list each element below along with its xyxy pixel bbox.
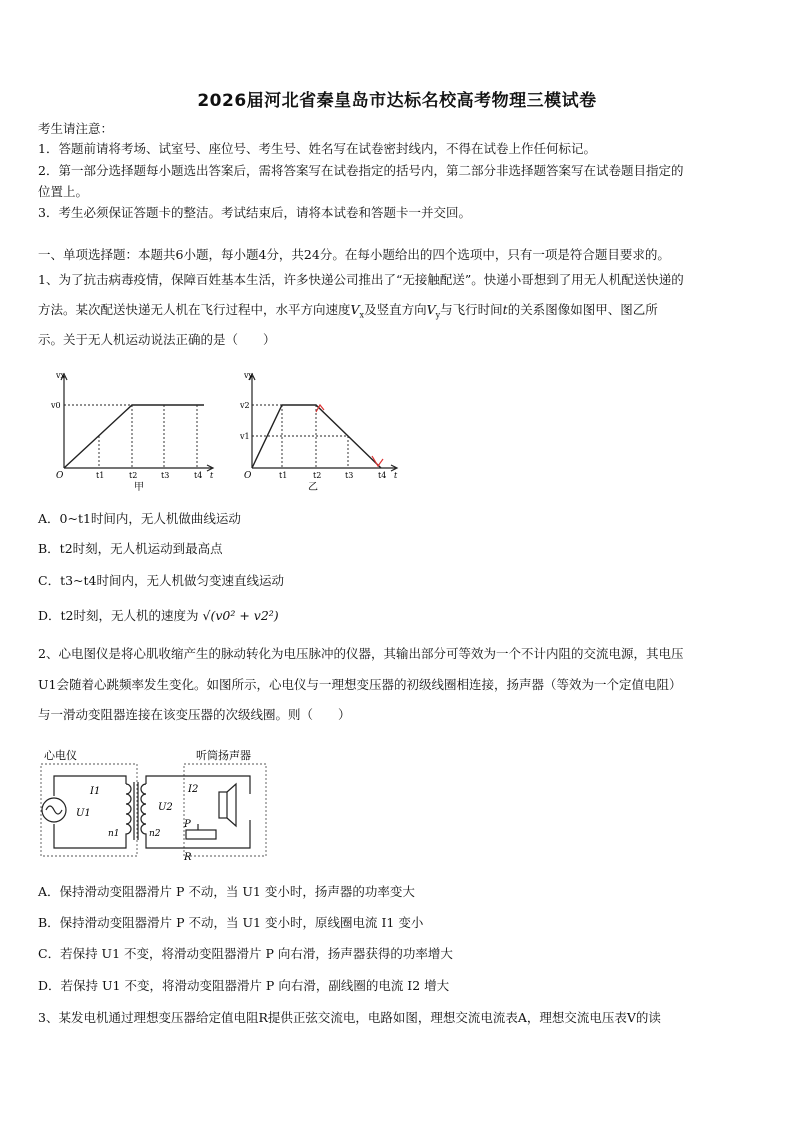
label-r: R (184, 852, 192, 863)
q1-option-d[interactable] (38, 607, 279, 625)
notice-heading: 考生请注意： (38, 121, 114, 136)
label-v1: v1 (240, 432, 250, 441)
axis-t: t (210, 471, 214, 480)
vx-sub: x (359, 310, 365, 320)
label-i2: I2 (188, 784, 199, 795)
q1-text-b: 及竖直方向 (364, 302, 427, 317)
notice-item-2: 2．第一部分选择题每小题选出答案后，需将答案写在试卷指定的括号内，第二部分非选择题答案写在试卷题目指定的 (38, 163, 684, 178)
q1-text-c: 与飞行时间 (440, 302, 503, 317)
q1-text-d: 的关系图像如图甲、图乙所 (507, 302, 658, 317)
q2-line-3: 与一滑动变阻器连接在该变压器的次级线圈。则（ ） (38, 707, 351, 722)
vy-sub: y (435, 310, 441, 320)
q2-option-d[interactable]: D．若保持 U1 不变，将滑动变阻器滑片 P 向右滑，副线圈的电流 I2 增大 (38, 978, 450, 993)
q2-option-c[interactable]: C．若保持 U1 不变，将滑动变阻器滑片 P 向右滑，扬声器获得的功率增大 (38, 946, 453, 961)
q1-line-3: 示。关于无人机运动说法正确的是（ ） (38, 332, 276, 347)
tick-t1: t1 (279, 471, 288, 480)
vx-line (64, 405, 204, 468)
label-i1: I1 (90, 786, 101, 797)
ylabel-vx: vx (56, 371, 66, 380)
vy-symbol: V (426, 302, 436, 317)
axis-t: t (394, 471, 398, 480)
label-speaker: 听筒扬声器 (196, 749, 251, 762)
q1-option-b[interactable]: B．t2时刻，无人机运动到最高点 (38, 541, 223, 556)
secondary-coil (141, 784, 146, 836)
speed-formula: √(v0² + v2²) (202, 608, 279, 623)
q2-line-1: 2、心电图仪是将心肌收缩产生的脉动转化为电压脉冲的仪器，其输出部分可等效为一个不计内阻的交流电源，其电压 (38, 646, 684, 661)
notice-item-2-cont: 位置上。 (38, 184, 89, 199)
graph-vx-t (52, 368, 222, 493)
tick-t2: t2 (313, 471, 322, 480)
vx-symbol: V (350, 302, 360, 317)
tick-t3: t3 (345, 471, 354, 480)
notice-item-3: 3．考生必须保证答题卡的整洁。考试结束后，请将本试卷和答题卡一并交回。 (38, 205, 471, 220)
speaker-box (184, 764, 266, 856)
q2-line-2: U1会随着心跳频率发生变化。如图所示，心电仪与一理想变压器的初级线圈相连接，扬声器（等效为一个定值电阻） (38, 677, 682, 692)
ecg-transformer-circuit (38, 744, 270, 866)
origin-o: O (56, 471, 64, 481)
t-symbol: t (502, 302, 508, 317)
page-title: 2026届河北省秦皇岛市达标名校高考物理三模试卷 (197, 91, 597, 111)
origin-o: O (244, 471, 252, 481)
tick-t4: t4 (194, 471, 203, 480)
q1-text-a: 方法。某次配送快递无人机在飞行过程中，水平方向速度 (38, 302, 351, 317)
caption-jia: 甲 (134, 482, 144, 493)
graph-vy-t (236, 368, 406, 493)
q1-option-a[interactable]: A．0~t1时间内，无人机做曲线运动 (38, 511, 241, 526)
label-u2: U2 (158, 802, 173, 813)
speaker-cone (227, 784, 236, 826)
q1-line-2 (38, 301, 658, 325)
q3-line-1: 3、某发电机通过理想变压器给定值电阻R提供正弦交流电，电路如图，理想交流电流表A，理想交流电压表V的读 (38, 1010, 661, 1025)
caption-yi: 乙 (308, 482, 318, 493)
rheostat-r (186, 830, 216, 839)
q2-option-b[interactable]: B．保持滑动变阻器滑片 P 不动，当 U1 变小时，原线圈电流 I1 变小 (38, 915, 424, 930)
q2-option-a[interactable]: A．保持滑动变阻器滑片 P 不动，当 U1 变小时，扬声器的功率变大 (38, 884, 415, 899)
tick-t4: t4 (378, 471, 387, 480)
section-heading: 一、单项选择题：本题共6小题，每小题4分，共24分。在每小题给出的四个选项中，只有一项是符合题目要求的。 (38, 247, 670, 262)
q1-option-c[interactable]: C．t3~t4时间内，无人机做匀变速直线运动 (38, 573, 284, 588)
q1-line-1: 1、为了抗击病毒疫情，保障百姓基本生活，许多快递公司推出了“无接触配送”。快递小哥想到了用无人机配送快递的 (38, 272, 684, 287)
label-v0: v0 (51, 401, 61, 410)
label-n2: n2 (149, 829, 161, 839)
tick-t3: t3 (161, 471, 170, 480)
q1-option-d-text: D．t2时刻，无人机的速度为 (38, 608, 199, 623)
label-n1: n1 (108, 829, 120, 839)
label-ecg: 心电仪 (44, 749, 77, 762)
notice-item-1: 1．答题前请将考场、试室号、座位号、考生号、姓名写在试卷密封线内，不得在试卷上作任何标记。 (38, 141, 596, 156)
speaker-icon (219, 792, 227, 818)
ylabel-vy: vy (244, 371, 254, 380)
label-u1: U1 (76, 808, 91, 819)
sine-wave-icon (46, 806, 62, 814)
tick-t1: t1 (96, 471, 105, 480)
label-v2: v2 (240, 401, 250, 410)
primary-coil (126, 784, 131, 836)
label-p: P (184, 819, 191, 830)
tick-t2: t2 (129, 471, 138, 480)
vy-line (252, 405, 381, 468)
